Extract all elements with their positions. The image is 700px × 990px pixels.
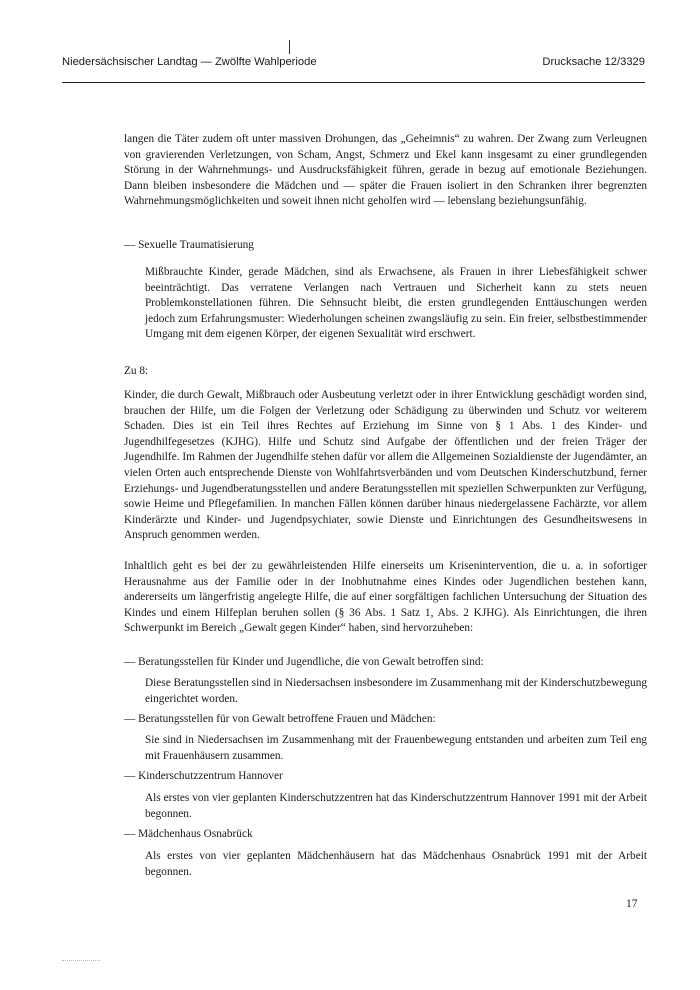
list-item-heading: — Mädchenhaus Osnabrück (124, 828, 253, 840)
header-document-number: Drucksache 12/3329 (542, 56, 645, 68)
trauma-heading: — Sexuelle Traumatisierung (124, 239, 254, 251)
scan-mark (62, 960, 100, 967)
page-tick-mark (289, 40, 290, 54)
section-paragraph-1: Kinder, die durch Gewalt, Mißbrauch oder Ausbeutung verletzt oder in ihrer Entwicklung geschädigt worden sind, brauchen der Hilfe, um die Folgen der Verletzung oder Schädigung zu überwinden und Schutz vor weiterem Schaden. Dies ist ein Teil ihres Rechtes auf Erziehung im Sinne von § 1 Abs. 1 des Kinder- und Jugendhilfegesetzes (KJHG). Hilfe und Schutz sind Aufgabe der öffentlichen und der freien Träger der Jugendhilfe. Im Rahmen der Jugendhilfe stehen dafür vor allem die Allgemeinen Sozialdienste der Jugendämter, an vielen Orten auch entsprechende Dienste von Wohlfahrtsverbänden und vom Deutschen Kinderschutzbund, ferner Erziehungs- und Jugendberatungsstellen und andere Beratungsstellen mit speziellen Schwerpunkten zur Verfügung, sowie Heime und Pflegefamilien. In manchen Fällen können darüber hinaus niedergelassene Fachärzte, vor allem Kinderärzte und Kinder- und Jugendpsychiater, sowie Dienste und Einrichtungen des Gesundheitswesens in Anspruch genommen werden. (124, 389, 647, 542)
header-rule (62, 82, 645, 83)
list-item-heading: — Kinderschutzzentrum Hannover (124, 770, 283, 782)
page-number: 17 (626, 898, 638, 910)
list-item-heading: — Beratungsstellen für Kinder und Jugendliche, die von Gewalt betroffen sind: (124, 656, 484, 668)
trauma-text: Mißbrauchte Kinder, gerade Mädchen, sind als Erwachsene, als Frauen in ihrer Liebesfähigkeit schwer beeinträchtigt. Das verratene Verlangen nach Vertrauen und Sicherheit kann zu stets neuen Problemkonstellationen führen. Die Sehnsucht bleibt, die ersten grundlegenden Enttäuschungen werden jedoch zum Erfahrungsmuster: Wiederholungen scheinen zwangsläufig zu sein. Ein freier, selbstbestimmender Umgang mit dem eigenen Körper, der eigenen Sexualität wird erschwert. (145, 266, 647, 341)
list-item-heading: — Beratungsstellen für von Gewalt betroffene Frauen und Mädchen: (124, 713, 436, 725)
list-item-text: Diese Beratungsstellen sind in Niedersachsen insbesondere im Zusammenhang mit der Kinderschutzbewegung eingerichtet worden. (145, 677, 647, 705)
list-item-text: Sie sind in Niedersachsen im Zusammenhang mit der Frauenbewegung entstanden und arbeiten zum Teil eng mit Frauenhäusern zusammen. (145, 734, 647, 762)
header-title: Niedersächsischer Landtag — Zwölfte Wahlperiode (62, 56, 317, 68)
list-item-text: Als erstes von vier geplanten Kinderschutzzentren hat das Kinderschutzzentrum Hannover 1991 mit der Arbeit begonnen. (145, 792, 647, 820)
section-label: Zu 8: (124, 365, 149, 377)
list-item-text: Als erstes von vier geplanten Mädchenhäusern hat das Mädchenhaus Osnabrück 1991 mit der Arbeit begonnen. (145, 850, 647, 878)
section-paragraph-2: Inhaltlich geht es bei der zu gewährleistenden Hilfe einerseits um Krisenintervention, die u. a. in sofortiger Herausnahme aus der Familie oder in der Inobhutnahme eines Kindes oder Jugendlichen bestehen kann, andererseits um längerfristig angelegte Hilfe, die auf einer sorgfältigen fachlichen Untersuchung der Situation des Kindes und einem Hilfeplan beruhen sollen (§ 36 Abs. 1 Satz 1, Abs. 2 KJHG). Als Einrichtungen, die ihren Schwerpunkt im Bereich „Gewalt gegen Kinder“ haben, sind hervorzuheben: (124, 560, 647, 635)
intro-paragraph: langen die Täter zudem oft unter massiven Drohungen, das „Geheimnis“ zu wahren. Der Zwang zum Verleugnen von gravierenden Verletzungen, von Scham, Angst, Schmerz und Ekel kann insgesamt zu einer grundlegenden Störung in der Wahrnehmungs- und Ausdrucksfähigkeit führen, gerade in bezug auf emotionale Beziehungen. Dann bleiben insbesondere die Mädchen und — später die Frauen isoliert in den Schranken ihrer begrenzten Wahrnehmungsmöglichkeiten und soweit ihnen nicht geholfen wird — lebenslang beziehungsunfähig. (124, 133, 647, 208)
